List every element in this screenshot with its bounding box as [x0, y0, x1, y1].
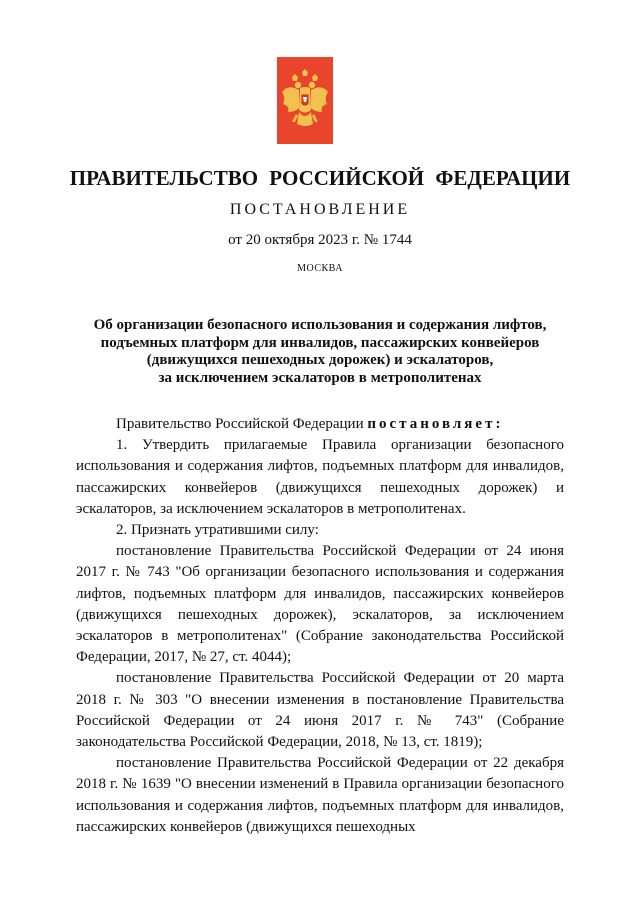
document-body	[76, 414, 564, 838]
heading-line: за исключением эскалаторов в метрополитенах	[158, 369, 482, 386]
repealed-act-paragraph: постановление Правительства Российской Федерации от 24 июня 2017 г. № 743 "Об организации безопасного использования и содержания лифтов, подъемных платформ для инвалидов, пассажирских конвейеров (движущихся пешеходных дорожек), эскалаторов, за исключением эскалаторов в метрополитенах" (Собрание законодательства Российской Федерации, 2017, № 27, ст. 4044);	[76, 543, 564, 666]
government-title: ПРАВИТЕЛЬСТВО РОССИЙСКОЙ ФЕДЕРАЦИИ	[69, 166, 571, 190]
state-emblem	[277, 57, 333, 144]
heading-line: (движущихся пешеходных дорожек) и эскалаторов,	[146, 352, 494, 368]
item-1-paragraph: 1. Утвердить прилагаемые Правила организации безопасного использования и содержания лифтов, подъемных платформ для инвалидов, пассажирских конвейеров (движущихся пешеходных дорожек) и эскалаторов, за исключением эскалаторов в метрополитенах.	[76, 437, 564, 517]
repealed-act-paragraph: постановление Правительства Российской Федерации от 22 декабря 2018 г. № 1639 "О внесении изменений в Правила организации безопасного использования и содержания лифтов, подъемных платформ для инвалидов, пассажирских конвейеров (движущихся пешеходных	[76, 755, 564, 835]
russian-coat-of-arms-icon	[280, 68, 330, 134]
repealed-act-paragraph: постановление Правительства Российской Федерации от 20 марта 2018 г. № 303 "О внесении изменения в постановление Правительства Российской Федерации от 24 июня 2017 г. № 743" (Собрание законодательства Российской Федерации, 2018, № 13, ст. 1819);	[76, 670, 564, 751]
resolves-keyword: постановляет:	[367, 416, 504, 432]
heading-line: Об организации безопасного использования и содержания лифтов,	[93, 317, 547, 333]
intro-text: Правительство Российской Федерации	[116, 416, 364, 432]
document-place: МОСКВА	[297, 263, 343, 274]
item-2-paragraph: 2. Признать утратившими силу:	[116, 522, 319, 539]
document-heading	[70, 317, 570, 387]
document-date-number: от 20 октября 2023 г. № 1744	[228, 232, 412, 248]
document-type: ПОСТАНОВЛЕНИЕ	[229, 201, 411, 218]
intro-paragraph	[76, 414, 564, 435]
heading-line: подъемных платформ для инвалидов, пассажирских конвейеров	[100, 334, 540, 351]
